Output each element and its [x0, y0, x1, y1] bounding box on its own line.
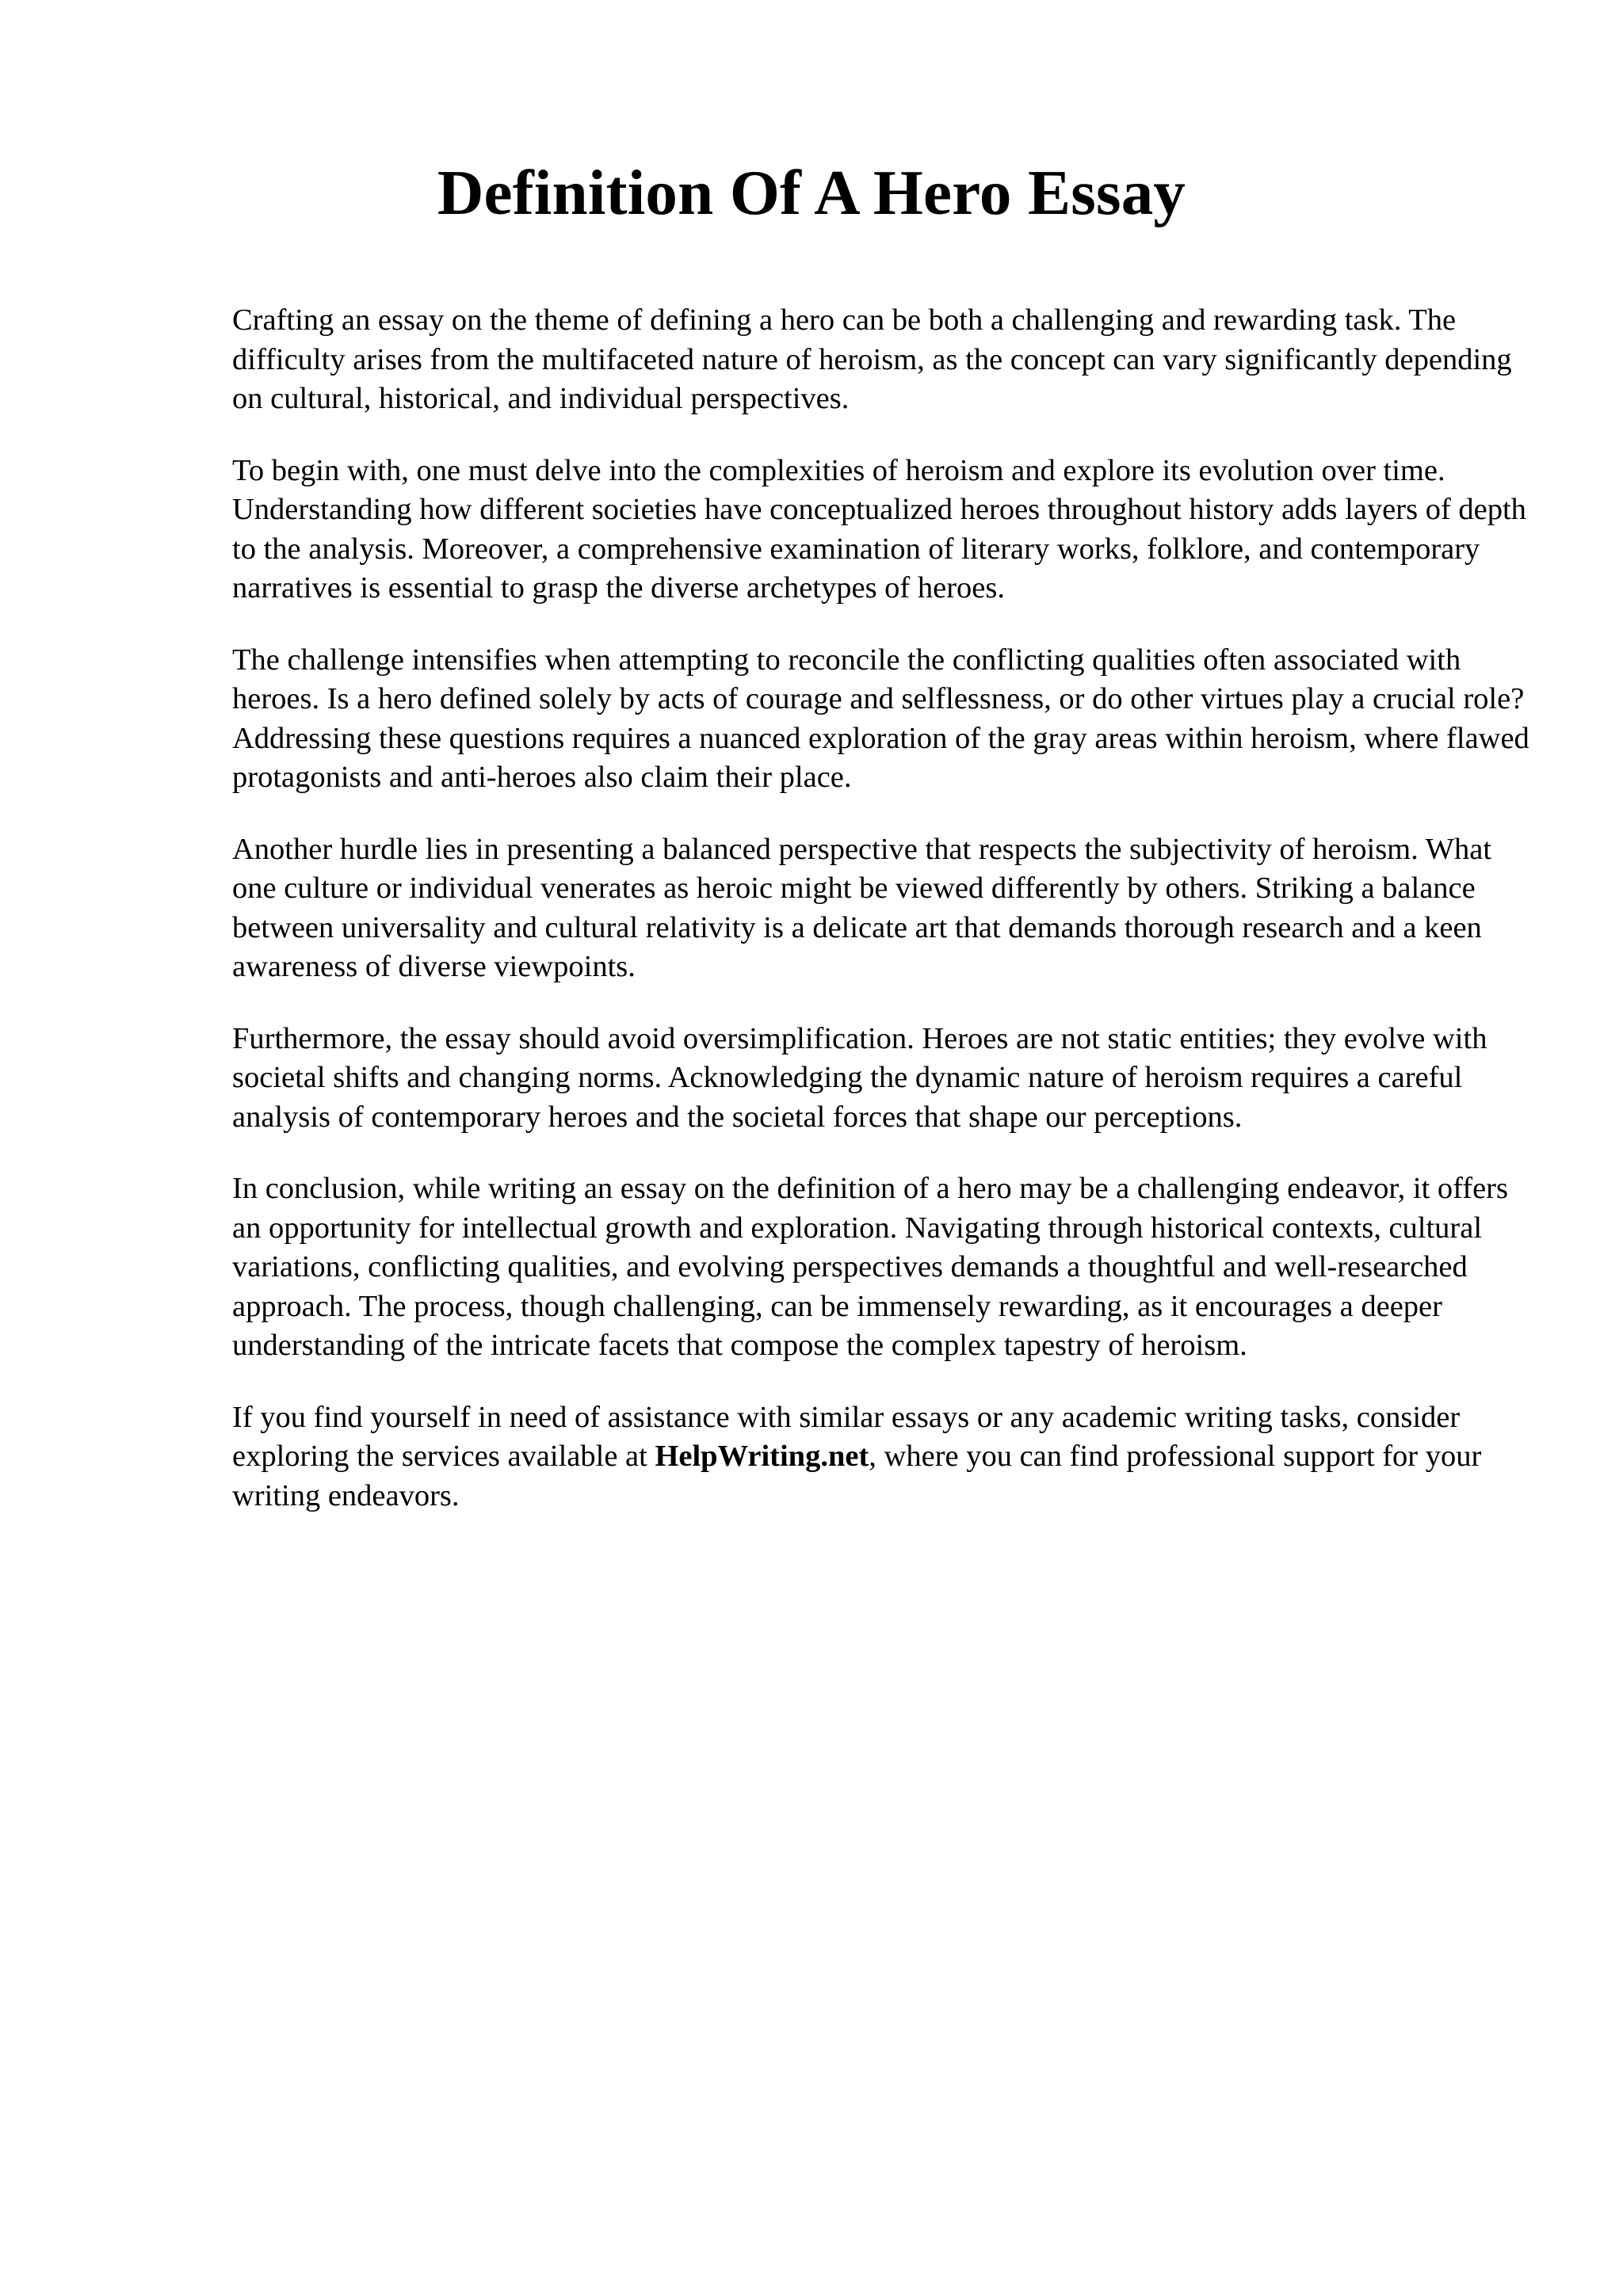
- page-title: Definition Of A Hero Essay: [437, 157, 1186, 228]
- paragraph-2: To begin with, one must delve into the complexities of heroism and explore its evolution over time. Understanding how different societies have conceptualized heroes throughout history adds layers of depth to the analysis. Moreover, a comprehensive examination of literary works, folklore, and contemporary narratives is essential to grasp the diverse archetypes of heroes.: [232, 453, 1526, 605]
- paragraph-3: The challenge intensifies when attempting to reconcile the conflicting qualities often associated with heroes. Is a hero defined solely by acts of courage and selflessness, or do other virtues play a crucial role? Addressing these questions requires a nuanced exploration of the gray areas within heroism, where flawed protagonists and anti-heroes also claim their place.: [232, 643, 1529, 794]
- closing-paragraph: [232, 1398, 1532, 1516]
- paragraph-6: In conclusion, while writing an essay on the definition of a hero may be a challenging endeavor, it offers an opportunity for intellectual growth and exploration. Navigating through historical contexts, cultural variations, conflicting qualities, and evolving perspectives demands a thoughtful and well-researched approach. The process, though challenging, can be immensely rewarding, as it encourages a deeper understanding of the intricate facets that compose the complex tapestry of heroism.: [232, 1172, 1508, 1362]
- essay-body: [232, 301, 1532, 1548]
- paragraph-1: Crafting an essay on the theme of defining a hero can be both a challenging and rewarding task. The difficulty arises from the multifaceted nature of heroism, as the concept can vary significantly depending on cultural, historical, and individual perspectives.: [232, 303, 1512, 415]
- closing-text-before: If you find yourself in need of assistance with similar essays or any academic writing tasks, consider exploring the services available at: [232, 1400, 1461, 1473]
- paragraph-4: Another hurdle lies in presenting a balanced perspective that respects the subjectivity of heroism. What one culture or individual venerates as heroic might be viewed differently by others. Striking a balance between universality and cultural relativity is a delicate art that demands thorough research and a keen awareness of diverse viewpoints.: [232, 832, 1492, 983]
- paragraph-5: Furthermore, the essay should avoid oversimplification. Heroes are not static entities; they evolve with societal shifts and changing norms. Acknowledging the dynamic nature of heroism requires a careful analysis of contemporary heroes and the societal forces that shape our perceptions.: [232, 1021, 1487, 1134]
- brand-name: HelpWriting.net: [655, 1440, 869, 1473]
- closing-text-after: , where you can find professional support for your writing endeavors.: [232, 1440, 1482, 1512]
